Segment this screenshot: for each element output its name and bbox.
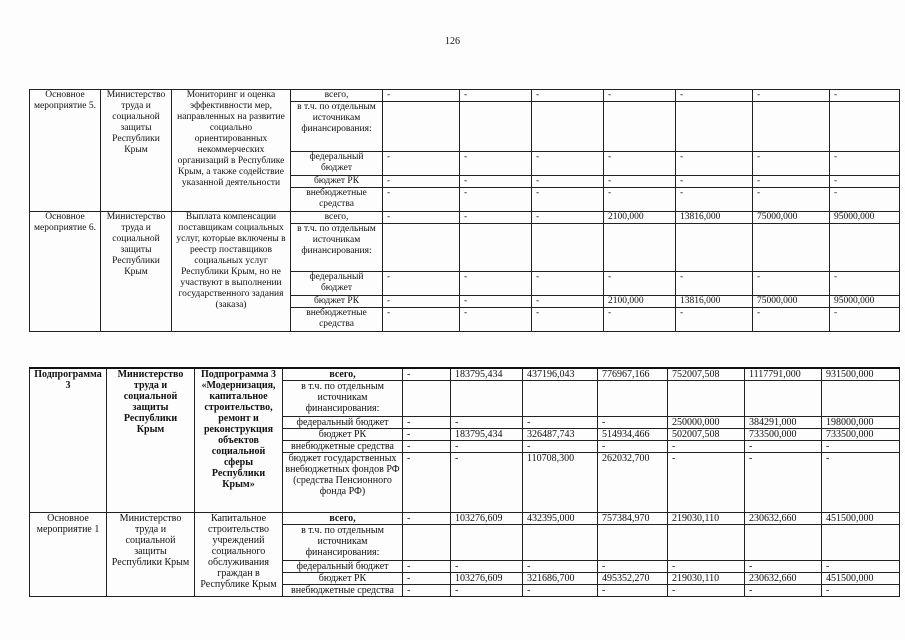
source-cell: в т.ч. по отдельным источникам финансирования:	[283, 381, 403, 417]
value-cell	[403, 381, 451, 417]
value-cell: 495352,270	[598, 573, 668, 585]
source-cell: всего,	[291, 212, 383, 224]
value-cell: -	[668, 441, 745, 453]
value-cell	[598, 525, 668, 561]
value-cell: -	[830, 272, 900, 296]
source-cell: федеральный бюджет	[283, 561, 403, 573]
value-cell: -	[383, 188, 460, 212]
executor-cell: Министерство труда и социальной защиты Республики Крым	[107, 368, 195, 513]
value-cell: -	[403, 561, 451, 573]
executor-cell: Министерство труда и социальной защиты Республики Крым	[101, 212, 172, 332]
value-cell	[604, 102, 676, 152]
value-cell: 326487,743	[523, 429, 598, 441]
value-cell: -	[532, 308, 604, 332]
value-cell	[523, 525, 598, 561]
value-cell: -	[403, 513, 451, 525]
subprogram-label: Подпрограмма 3	[30, 368, 107, 513]
value-cell: 75000,000	[753, 212, 830, 224]
value-cell: 384291,000	[745, 417, 822, 429]
value-cell: -	[604, 188, 676, 212]
value-cell: 1117791,000	[745, 368, 822, 381]
value-cell: -	[403, 429, 451, 441]
value-cell	[753, 224, 830, 272]
value-cell: 931500,000	[822, 368, 900, 381]
value-cell: 103276,609	[451, 513, 523, 525]
source-cell: бюджет РК	[291, 296, 383, 308]
value-cell: -	[451, 585, 523, 597]
value-cell	[822, 381, 900, 417]
value-cell	[676, 224, 753, 272]
value-cell: -	[604, 90, 676, 102]
value-cell: -	[383, 308, 460, 332]
value-cell	[532, 224, 604, 272]
value-cell: -	[523, 585, 598, 597]
value-cell: -	[383, 152, 460, 176]
value-cell: -	[532, 90, 604, 102]
value-cell: -	[676, 272, 753, 296]
value-cell	[745, 381, 822, 417]
value-cell: -	[676, 152, 753, 176]
executor-cell: Министерство труда и социальной защиты Республики Крым	[107, 513, 195, 597]
value-cell: -	[403, 441, 451, 453]
value-cell: -	[753, 176, 830, 188]
value-cell: -	[753, 152, 830, 176]
source-cell: бюджет государственных внебюджетных фондов РФ (средства Пенсионного фонда РФ)	[283, 453, 403, 513]
value-cell	[451, 525, 523, 561]
value-cell: 75000,000	[753, 296, 830, 308]
value-cell: 776967,166	[598, 368, 668, 381]
source-cell: бюджет РК	[291, 176, 383, 188]
source-cell: внебюджетные средства	[291, 188, 383, 212]
value-cell	[532, 102, 604, 152]
value-cell	[668, 381, 745, 417]
value-cell	[745, 525, 822, 561]
value-cell: -	[822, 585, 900, 597]
value-cell: -	[668, 453, 745, 513]
measure-label: Основное мероприятие 6.	[30, 212, 101, 332]
value-cell: -	[460, 212, 532, 224]
value-cell: -	[403, 417, 451, 429]
value-cell: 262032,700	[598, 453, 668, 513]
value-cell: -	[403, 573, 451, 585]
value-cell: 219030,110	[668, 513, 745, 525]
value-cell: -	[460, 188, 532, 212]
value-cell: -	[598, 585, 668, 597]
value-cell	[403, 525, 451, 561]
value-cell: -	[403, 453, 451, 513]
value-cell: -	[745, 561, 822, 573]
value-cell: -	[598, 441, 668, 453]
value-cell: 451500,000	[822, 573, 900, 585]
value-cell: 110708,300	[523, 453, 598, 513]
value-cell: -	[451, 453, 523, 513]
value-cell: -	[532, 296, 604, 308]
value-cell	[822, 525, 900, 561]
value-cell: 230632,660	[745, 573, 822, 585]
value-cell	[830, 224, 900, 272]
source-cell: федеральный бюджет	[291, 272, 383, 296]
value-cell: -	[753, 90, 830, 102]
value-cell: 103276,609	[451, 573, 523, 585]
description-cell: Выплата компенсации поставщикам социальных услуг, которые включены в реестр поставщиков социальных услуг Республики Крым, но не участвуют в выполнении государственного задания (заказа)	[172, 212, 291, 332]
value-cell: -	[604, 176, 676, 188]
value-cell: -	[383, 296, 460, 308]
value-cell: -	[460, 272, 532, 296]
value-cell: -	[668, 561, 745, 573]
value-cell: 183795,434	[451, 429, 523, 441]
value-cell: 432395,000	[523, 513, 598, 525]
value-cell: 13816,000	[676, 296, 753, 308]
value-cell: 95000,000	[830, 296, 900, 308]
value-cell: -	[604, 272, 676, 296]
value-cell: -	[676, 188, 753, 212]
value-cell: -	[598, 417, 668, 429]
value-cell: -	[383, 212, 460, 224]
value-cell: -	[668, 585, 745, 597]
value-cell: -	[460, 176, 532, 188]
value-cell: -	[460, 90, 532, 102]
source-cell: всего,	[283, 368, 403, 381]
value-cell: -	[532, 176, 604, 188]
value-cell	[451, 381, 523, 417]
value-cell: -	[383, 272, 460, 296]
value-cell: -	[753, 308, 830, 332]
value-cell	[383, 224, 460, 272]
value-cell: 2100,000	[604, 212, 676, 224]
value-cell: 733500,000	[822, 429, 900, 441]
value-cell: 757384,970	[598, 513, 668, 525]
source-cell: в т.ч. по отдельным источникам финансирования:	[291, 102, 383, 152]
measure-label: Основное мероприятие 1	[30, 513, 107, 597]
value-cell: -	[830, 90, 900, 102]
value-cell: -	[451, 441, 523, 453]
source-cell: внебюджетные средства	[283, 585, 403, 597]
value-cell: 514934,466	[598, 429, 668, 441]
value-cell: -	[451, 561, 523, 573]
value-cell: -	[830, 176, 900, 188]
value-cell: -	[830, 308, 900, 332]
executor-cell: Министерство труда и социальной защиты Республики Крым	[101, 90, 172, 212]
value-cell: 2100,000	[604, 296, 676, 308]
value-cell: -	[822, 561, 900, 573]
value-cell: -	[532, 272, 604, 296]
value-cell	[383, 102, 460, 152]
value-cell: -	[830, 152, 900, 176]
description-cell: Подпрограмма 3 «Модернизация, капитальное строительство, ремонт и реконструкция объектов социальной сферы Республики Крым»	[195, 368, 283, 513]
value-cell: -	[532, 212, 604, 224]
value-cell: -	[383, 176, 460, 188]
value-cell: 13816,000	[676, 212, 753, 224]
value-cell: -	[403, 368, 451, 381]
value-cell: -	[523, 417, 598, 429]
value-cell	[830, 102, 900, 152]
value-cell: 451500,000	[822, 513, 900, 525]
value-cell: 502007,508	[668, 429, 745, 441]
value-cell: -	[745, 441, 822, 453]
value-cell	[753, 102, 830, 152]
measure-label: Основное мероприятие 5.	[30, 90, 101, 212]
value-cell: -	[753, 272, 830, 296]
value-cell: -	[523, 561, 598, 573]
value-cell: 219030,110	[668, 573, 745, 585]
value-cell: -	[745, 585, 822, 597]
value-cell: -	[676, 176, 753, 188]
source-cell: внебюджетные средства	[291, 308, 383, 332]
value-cell: -	[460, 308, 532, 332]
value-cell: -	[745, 453, 822, 513]
budget-table-1	[29, 89, 900, 332]
value-cell	[460, 224, 532, 272]
source-cell: внебюджетные средства	[283, 441, 403, 453]
value-cell	[598, 381, 668, 417]
value-cell: -	[604, 152, 676, 176]
source-cell: бюджет РК	[283, 429, 403, 441]
description-cell: Мониторинг и оценка эффективности мер, направленных на развитие социально ориентированных некоммерческих организаций в Республике Крым, а также содействие указанной деятельности	[172, 90, 291, 212]
value-cell	[460, 102, 532, 152]
value-cell: -	[532, 152, 604, 176]
value-cell: -	[451, 417, 523, 429]
value-cell: -	[403, 585, 451, 597]
value-cell: -	[383, 90, 460, 102]
value-cell: 437196,043	[523, 368, 598, 381]
source-cell: федеральный бюджет	[291, 152, 383, 176]
value-cell	[523, 381, 598, 417]
value-cell: 95000,000	[830, 212, 900, 224]
page-number: 126	[445, 36, 460, 47]
source-cell: в т.ч. по отдельным источникам финансирования:	[291, 224, 383, 272]
value-cell: 752007,508	[668, 368, 745, 381]
value-cell: -	[460, 152, 532, 176]
value-cell: -	[753, 188, 830, 212]
value-cell: -	[523, 441, 598, 453]
value-cell: 183795,434	[451, 368, 523, 381]
value-cell: -	[676, 90, 753, 102]
value-cell: -	[598, 561, 668, 573]
value-cell	[668, 525, 745, 561]
value-cell	[604, 224, 676, 272]
source-cell: всего,	[283, 513, 403, 525]
value-cell: 321686,700	[523, 573, 598, 585]
value-cell: -	[532, 188, 604, 212]
source-cell: бюджет РК	[283, 573, 403, 585]
value-cell: -	[460, 296, 532, 308]
value-cell: 230632,660	[745, 513, 822, 525]
value-cell: -	[830, 188, 900, 212]
description-cell: Капитальное строительство учреждений социального обслуживания граждан в Республике Крым	[195, 513, 283, 597]
value-cell: 250000,000	[668, 417, 745, 429]
value-cell: -	[604, 308, 676, 332]
source-cell: федеральный бюджет	[283, 417, 403, 429]
value-cell: -	[822, 441, 900, 453]
source-cell: в т.ч. по отдельным источникам финансирования:	[283, 525, 403, 561]
value-cell: 733500,000	[745, 429, 822, 441]
value-cell: -	[676, 308, 753, 332]
value-cell: -	[822, 453, 900, 513]
value-cell: 198000,000	[822, 417, 900, 429]
value-cell	[676, 102, 753, 152]
source-cell: всего,	[291, 90, 383, 102]
budget-table-2	[29, 367, 900, 597]
